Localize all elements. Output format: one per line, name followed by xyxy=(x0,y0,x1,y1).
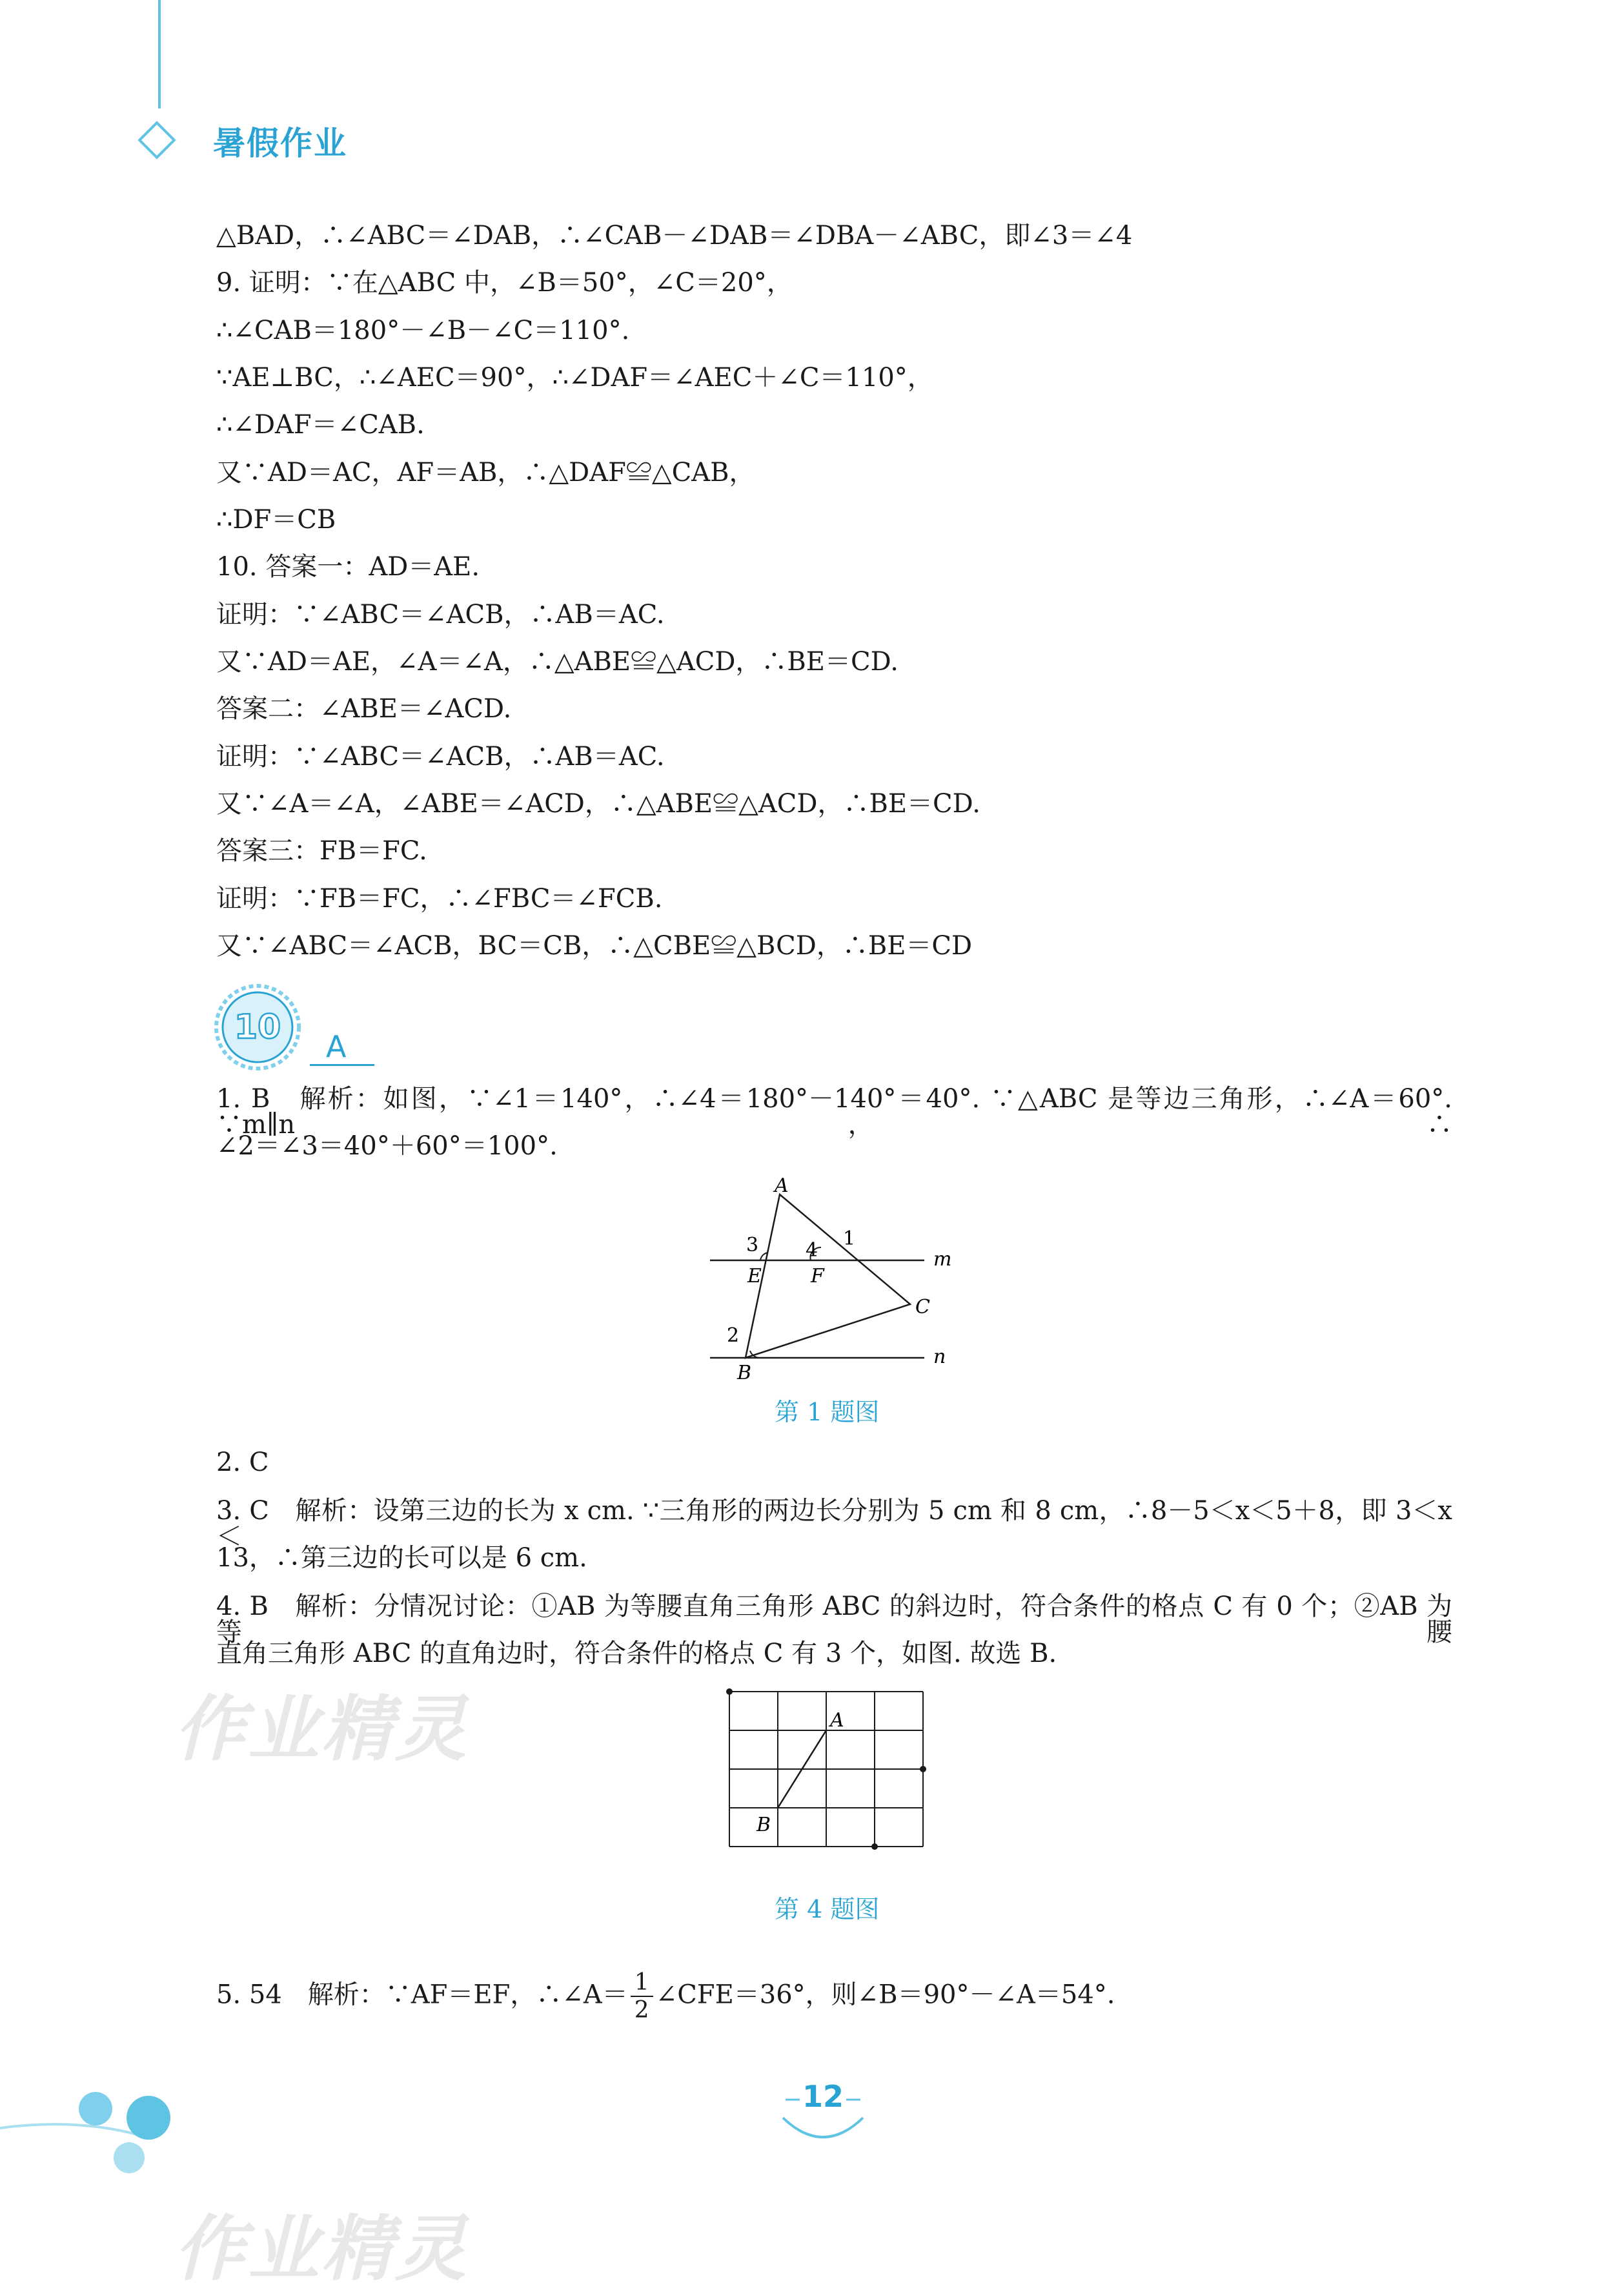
answer-q2: 2. C xyxy=(216,1448,269,1477)
answer-q1-line1: 1. B 解析：如图，∵∠1＝140°，∴∠4＝180°－140°＝40°. ∵△ABC 是等边三角形，∴∠A＝60°. ∵m∥n，∴ xyxy=(216,1084,1452,1140)
fraction-one-half xyxy=(631,1969,653,2024)
answer-q5-after: ∠CFE＝36°，则∠B＝90°－∠A＝54°. xyxy=(655,1980,1115,2010)
section-underline xyxy=(310,1064,374,1066)
answer-q4-line1: 4. B 解析：分情况讨论：①AB 为等腰直角三角形 ABC 的斜边时，符合条件的格点 C 有 0 个；②AB 为等腰 xyxy=(216,1592,1452,1647)
page-number-badge xyxy=(771,2073,875,2144)
answer-q3-line1: 3. C 解析：设第三边的长为 x cm. ∵三角形的两边长分别为 5 cm 和 8 cm，∴8－5＜x＜5＋8，即 3＜x＜ xyxy=(216,1496,1452,1552)
text-line: 10. 答案一：AD＝AE. xyxy=(216,552,480,582)
label-f: F xyxy=(811,1265,824,1287)
label-a: A xyxy=(775,1174,789,1197)
text-line: 证明：∵∠ABC＝∠ACB，∴AB＝AC. xyxy=(216,742,665,772)
text-line: 又∵∠ABC＝∠ACB，BC＝CB，∴△CBE≌△BCD，∴BE＝CD xyxy=(216,931,973,961)
label-angle-1: 1 xyxy=(843,1227,856,1250)
answer-q5 xyxy=(216,1969,1115,2024)
label-b: B xyxy=(756,1814,771,1836)
text-line: ∴∠DAF＝∠CAB. xyxy=(216,410,425,440)
label-n: n xyxy=(933,1346,946,1368)
watermark: 作业精灵 xyxy=(174,1688,469,1770)
text-line: 又∵AD＝AE，∠A＝∠A，∴△ABE≌△ACD，∴BE＝CD. xyxy=(216,647,898,677)
answer-q4-line2: 直角三角形 ABC 的直角边时，符合条件的格点 C 有 3 个，如图. 故选 B. xyxy=(216,1639,1057,1668)
text-line: 答案二：∠ABE＝∠ACD. xyxy=(216,694,512,724)
text-line: △BAD，∴∠ABC＝∠DAB，∴∠CAB－∠DAB＝∠DBA－∠ABC，即∠3＝∠4 xyxy=(216,221,1133,251)
answer-q3-line2: 13，∴第三边的长可以是 6 cm. xyxy=(216,1543,587,1573)
section-badge xyxy=(213,983,302,1072)
fraction-numerator: 1 xyxy=(631,1969,653,1997)
text-line: 证明：∵FB＝FC，∴∠FBC＝∠FCB. xyxy=(216,884,663,914)
text-line: ∴DF＝CB xyxy=(216,505,336,535)
label-angle-2: 2 xyxy=(727,1324,740,1347)
figure-1 xyxy=(697,1169,975,1388)
fraction-denominator: 2 xyxy=(634,1997,649,2024)
text-line: 又∵AD＝AC，AF＝AB，∴△DAF≌△CAB， xyxy=(216,458,755,487)
text-line: 答案三：FB＝FC. xyxy=(216,836,427,866)
text-line: ∴∠CAB＝180°－∠B－∠C＝110°. xyxy=(216,316,630,345)
text-line: 证明：∵∠ABC＝∠ACB，∴AB＝AC. xyxy=(216,600,665,630)
header-title: 暑假作业 xyxy=(213,125,347,162)
point-c-1 xyxy=(726,1688,733,1695)
watermark: 作业精灵 xyxy=(174,2207,469,2290)
text-line: 9. 证明：∵在△ABC 中，∠B＝50°，∠C＝20°， xyxy=(216,268,793,298)
figure-4 xyxy=(716,1679,936,1885)
figure-4-caption: 第 4 题图 xyxy=(775,1895,880,1923)
page-number: 12 xyxy=(802,2079,844,2114)
label-c: C xyxy=(915,1296,930,1318)
answer-q5-before: 5. 54 解析：∵AF＝EF，∴∠A＝ xyxy=(216,1980,628,2010)
answer-q1-line2: ∠2＝∠3＝40°＋60°＝100°. xyxy=(216,1131,558,1161)
label-a: A xyxy=(830,1709,844,1732)
section-label: A xyxy=(326,1029,347,1064)
point-c-3 xyxy=(871,1843,878,1850)
label-angle-4: 4 xyxy=(806,1239,818,1262)
point-c-2 xyxy=(920,1766,926,1772)
section-number: 10 xyxy=(234,1008,281,1047)
text-line: ∵AE⊥BC，∴∠AEC＝90°，∴∠DAF＝∠AEC＋∠C＝110°， xyxy=(216,363,933,393)
text-line: 又∵∠A＝∠A，∠ABE＝∠ACD，∴△ABE≌△ACD，∴BE＝CD. xyxy=(216,789,981,819)
header-diamond-icon xyxy=(137,121,176,159)
header-vertical-line xyxy=(158,0,161,108)
label-e: E xyxy=(747,1265,762,1287)
figure-1-caption: 第 1 题图 xyxy=(775,1398,880,1426)
triangle-abc xyxy=(746,1194,910,1358)
label-m: m xyxy=(933,1248,952,1271)
label-b: B xyxy=(737,1362,752,1384)
decorative-bubbles-icon xyxy=(0,2066,194,2195)
label-angle-3: 3 xyxy=(746,1234,759,1256)
